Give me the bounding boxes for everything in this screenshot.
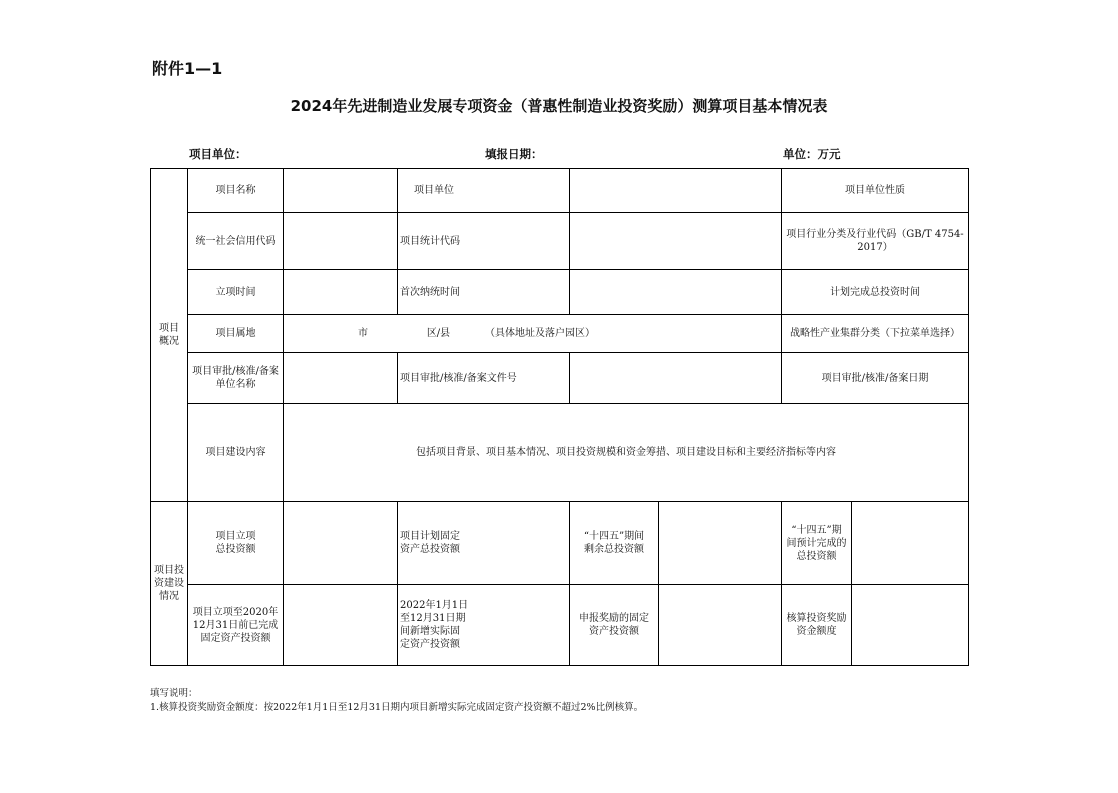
- reward-amount-label: 核算投资奖励 资金额度: [782, 585, 852, 666]
- content-value[interactable]: 包括项目背景、项目基本情况、项目投资规模和资金筹措、项目建设目标和主要经济指标等内容: [284, 404, 969, 502]
- reward-amount-value[interactable]: [852, 585, 969, 666]
- project-name-label: 项目名称: [188, 169, 284, 213]
- location-city: 市: [358, 328, 368, 339]
- attachment-label: 附件1—1: [152, 59, 223, 78]
- page-title: 2024年先进制造业发展专项资金（普惠性制造业投资奖励）测算项目基本情况表: [290, 97, 828, 115]
- fill-date-label: 填报日期：: [485, 147, 543, 161]
- completed-before-2020-label: 项目立项至2020年 12月31日前已完成 固定资产投资额: [188, 585, 284, 666]
- completed-before-2020-value[interactable]: [284, 585, 398, 666]
- declared-fixed-label: 申报奖励的固定 资产投资额: [570, 585, 659, 666]
- content-label: 项目建设内容: [188, 404, 284, 502]
- notes-heading: 填写说明：: [150, 688, 198, 699]
- location-value[interactable]: [284, 315, 782, 353]
- approval-time-label: 立项时间: [188, 270, 284, 315]
- remaining-14th-value[interactable]: [659, 502, 782, 585]
- table-row: [151, 213, 969, 270]
- table-row: [151, 315, 969, 353]
- section-overview-label: 项目 概况: [151, 169, 188, 502]
- total-invest-label: 项目立项 总投资额: [188, 502, 284, 585]
- remaining-14th-label: “十四五”期间 剩余总投资额: [570, 502, 659, 585]
- credit-code-value[interactable]: [284, 213, 398, 270]
- location-label: 项目属地: [188, 315, 284, 353]
- location-district: 区/县: [426, 328, 451, 339]
- project-unit-label: 项目单位：: [189, 147, 247, 161]
- approval-time-value[interactable]: [284, 270, 398, 315]
- approval-unit-value[interactable]: [284, 353, 398, 404]
- stat-code-value[interactable]: [570, 213, 782, 270]
- plan-complete-time-label: 计划完成总投资时间: [782, 270, 969, 315]
- first-stat-time-label: 首次纳统时间: [398, 270, 570, 315]
- project-info-table: [150, 168, 969, 666]
- table-row: [151, 169, 969, 213]
- table-row: [151, 502, 969, 585]
- stat-code-label: 项目统计代码: [398, 213, 570, 270]
- approval-doc-value[interactable]: [570, 353, 782, 404]
- expected-14th-value[interactable]: [852, 502, 969, 585]
- fixed-asset-plan-label: 项目计划固定 资产总投资额: [398, 502, 570, 585]
- table-row: [151, 353, 969, 404]
- first-stat-time-value[interactable]: [570, 270, 782, 315]
- notes-item-1: 1.核算投资奖励资金额度：按2022年1月1日至12月31日期内项目新增实际完成固定资产投资额不超过2%比例核算。: [150, 702, 644, 713]
- project-unit-label-cell: 项目单位: [398, 169, 570, 213]
- location-detail: （具体地址及落户园区）: [485, 328, 595, 339]
- table-row: [151, 270, 969, 315]
- approval-date-label: 项目审批/核准/备案日期: [782, 353, 969, 404]
- total-invest-value[interactable]: [284, 502, 398, 585]
- table-row: [151, 404, 969, 502]
- credit-code-label: 统一社会信用代码: [188, 213, 284, 270]
- approval-unit-label: 项目审批/核准/备案单位名称: [188, 353, 284, 404]
- section-investment-label: 项目投 资建设 情况: [151, 502, 188, 666]
- unit-nature-label: 项目单位性质: [782, 169, 969, 213]
- new-2022-label: 2022年1月1日 至12月31日期 间新增实际固 定资产投资额: [398, 585, 570, 666]
- fill-instructions: [150, 687, 643, 715]
- cluster-label: 战略性产业集群分类（下拉菜单选择）: [782, 315, 969, 353]
- currency-unit-label: 单位：万元: [783, 147, 841, 161]
- project-name-value[interactable]: [284, 169, 398, 213]
- project-unit-value[interactable]: [570, 169, 782, 213]
- table-row: [151, 585, 969, 666]
- industry-code-label: 项目行业分类及行业代码（GB/T 4754-2017）: [782, 213, 969, 270]
- expected-14th-label: “十四五”期 间预计完成的 总投资额: [782, 502, 852, 585]
- approval-doc-label: 项目审批/核准/备案文件号: [398, 353, 570, 404]
- declared-fixed-value[interactable]: [659, 585, 782, 666]
